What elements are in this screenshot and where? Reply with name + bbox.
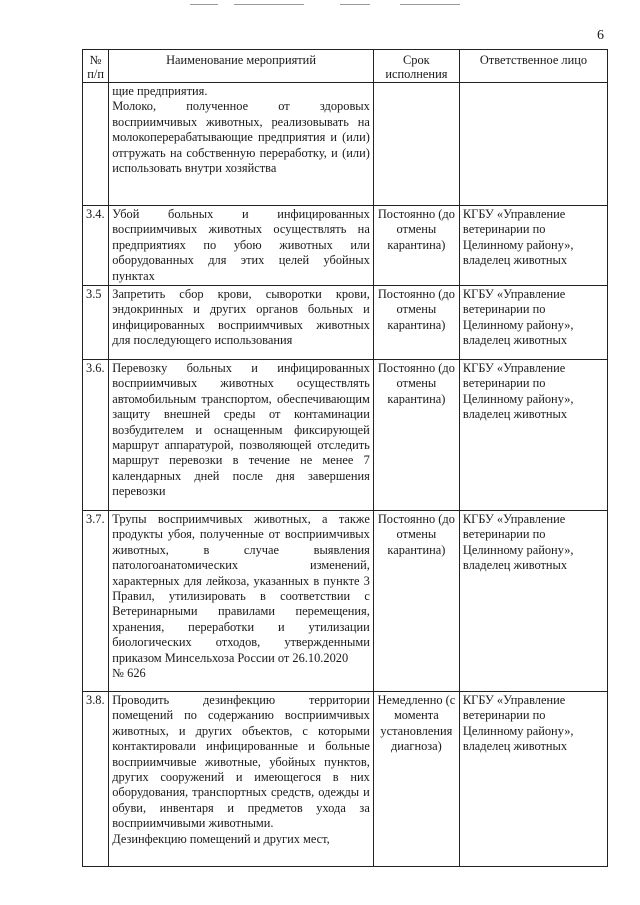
cell-activity (109, 206, 374, 286)
table-row (83, 360, 608, 511)
activity-text: Перевозку больных и инфицированных восприимчивых животных осуществлять автомобильным транспортом, обеспечивающим защиту внешней среды от контаминации возбудителем и оснащенным фиксирующей маршрут аппаратурой, позволяющей отследить маршрут перевозки в течение не менее 7 календарных дней после дня завершения перевозки (112, 361, 370, 499)
cell-num: 3.4. (83, 206, 109, 286)
cell-term: Немедленно (с момента установления диагноза) (373, 692, 459, 867)
activity-line: щие предприятия. (112, 84, 208, 98)
activity-continuation: Дезинфекцию помещений и других мест, (112, 831, 330, 846)
cell-term: Постоянно (до отмены карантина) (373, 360, 459, 511)
table-row (83, 511, 608, 692)
responsible-text: КГБУ «Управление ветеринарии по Целинному району», владелец животных (462, 693, 574, 754)
cell-num: 3.6. (83, 360, 109, 511)
cell-activity (109, 511, 374, 692)
table-row-continuation (83, 83, 608, 206)
responsible-text: КГБУ «Управление ветеринарии по Целинному району», владелец животных (462, 512, 574, 573)
table-row (83, 692, 608, 867)
cell-responsible (459, 206, 607, 286)
cell-responsible (459, 286, 607, 360)
cell-activity (109, 360, 374, 511)
header-responsible: Ответственное лицо (459, 50, 607, 83)
page-number: 6 (597, 28, 604, 43)
activity-text: Убой больных и инфицированных восприимчивых животных осуществлять на предприятиях по убою животных или оборудованных для этих целей убойных пунктах (112, 207, 370, 283)
activity-text: Проводить дезинфекцию территории помещений по содержанию восприимчивых животных, и других объектов, с которыми контактировали инфицированные и больные восприимчивые животные, убойных пунктов, других сооружений и имеющегося в них оборудования, транспортных средств, одежды и обуви, инвентаря и предметов ухода за восприимчивыми животными. (112, 693, 370, 831)
header-term: Срок исполнения (373, 50, 459, 83)
header-num: № п/п (83, 50, 109, 83)
responsible-text: КГБУ «Управление ветеринарии по Целинному району», владелец животных (462, 287, 574, 348)
cell-term: Постоянно (до отмены карантина) (373, 286, 459, 360)
cell-activity (109, 83, 374, 206)
cell-responsible (459, 360, 607, 511)
cell-responsible (459, 692, 607, 867)
cell-term: Постоянно (до отмены карантина) (373, 511, 459, 692)
activity-text: Запретить сбор крови, сыворотки крови, эндокринных и других органов больных и инфицированных восприимчивых животных для последующего использования (112, 287, 370, 348)
cell-activity (109, 286, 374, 360)
measures-table (82, 49, 608, 867)
activity-order-number: № 626 (112, 666, 146, 681)
cell-responsible (459, 83, 607, 206)
cell-num: 3.5 (83, 286, 109, 360)
cell-num: 3.7. (83, 511, 109, 692)
cell-activity (109, 692, 374, 867)
scan-artifact-lines (190, 4, 490, 6)
table-header-row (83, 50, 608, 83)
cell-responsible (459, 511, 607, 692)
responsible-text: КГБУ «Управление ветеринарии по Целинному району», владелец животных (462, 207, 574, 268)
cell-term: Постоянно (до отмены карантина) (373, 206, 459, 286)
responsible-text: КГБУ «Управление ветеринарии по Целинному району», владелец животных (462, 361, 574, 422)
activity-line: Молоко, полученное от здоровых восприимчивых животных, реализовывать на молокоперерабатывающие предприятия и (или) отгружать на собственную переработку, и (или) использовать внутри хозяйства (112, 99, 370, 176)
cell-num (83, 83, 109, 206)
table-row (83, 286, 608, 360)
header-activity: Наименование мероприятий (109, 50, 374, 83)
activity-text: Трупы восприимчивых животных, а также продукты убоя, полученные от восприимчивых животных, в случае выявления патологоанатомических изменений, характерных для лейкоза, указанных в пункте 3 Правил, утилизировать в соответствии с Ветеринарными правилами перемещения, хранения, переработки и утилизации биологических отходов, утвержденными приказом Минсельхоза России от 26.10.2020 (112, 512, 370, 665)
cell-term (373, 83, 459, 206)
table-row (83, 206, 608, 286)
cell-num: 3.8. (83, 692, 109, 867)
